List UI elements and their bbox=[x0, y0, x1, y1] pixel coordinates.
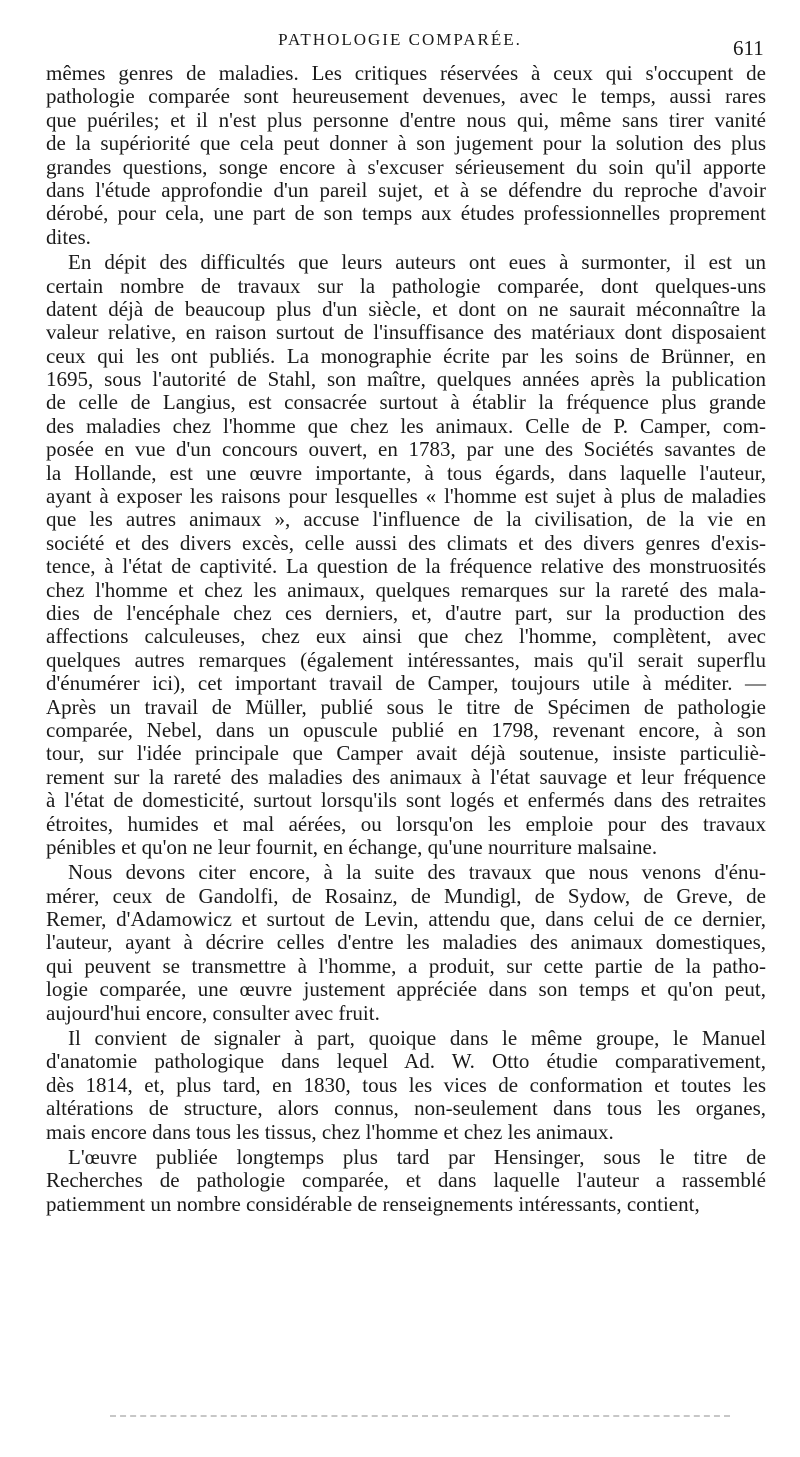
text-line: de celle de Langius, est consacrée surtout à établir la fréquence plus grande bbox=[46, 390, 766, 415]
text-line: qui peuvent se transmettre à l'homme, a produit, sur cette partie de la patho- bbox=[46, 953, 766, 978]
text-line: ayant à exposer les raisons pour lesquelles « l'homme est sujet à plus de maladies bbox=[46, 484, 766, 509]
text-line: posée en vue d'un concours ouvert, en 1783, par une des Sociétés savantes de bbox=[46, 437, 766, 462]
text-line: affections calculeuses, chez eux ainsi que chez l'homme, complètent, avec bbox=[46, 624, 766, 649]
text-line: la Hollande, est une œuvre importante, à tous égards, dans laquelle l'auteur, bbox=[46, 460, 766, 485]
text-line: 1695, sous l'autorité de Stahl, son maître, quelques années après la publication bbox=[46, 367, 766, 392]
text-line: d'énumérer ici), cet important travail de Camper, toujours utile à méditer. — bbox=[46, 671, 766, 696]
paragraph bbox=[46, 1146, 766, 1216]
running-title: PATHOLOGIE COMPARÉE. bbox=[278, 30, 522, 49]
text-line: pénibles et qu'on ne leur fournit, en échange, qu'une nourriture malsaine. bbox=[46, 834, 658, 859]
text-line: rement sur la rareté des maladies des animaux à l'état sauvage et leur fréquence bbox=[46, 764, 766, 789]
text-line: chez l'homme et chez les animaux, quelques remarques sur la rareté des mala- bbox=[46, 577, 766, 602]
text-line: l'auteur, ayant à décrire celles d'entre les maladies des animaux domestiques, bbox=[46, 930, 766, 955]
text-line: tour, sur l'idée principale que Camper avait déjà soutenue, insiste particuliè- bbox=[46, 741, 766, 766]
text-line: de la supériorité que cela peut donner à son jugement pour la solution des plus bbox=[46, 131, 766, 156]
text-line: Remer, d'Adamowicz et surtout de Levin, attendu que, dans celui de ce dernier, bbox=[46, 907, 766, 932]
text-line: d'anatomie pathologique dans lequel Ad. W. Otto étudie comparativement, bbox=[46, 1049, 766, 1074]
page-number: 611 bbox=[733, 36, 764, 60]
text-line: à l'état de domesticité, surtout lorsqu'ils sont logés et enfermés dans des retraites bbox=[46, 788, 766, 813]
text-line: logie comparée, une œuvre justement appréciée dans son temps et qu'on peut, bbox=[46, 977, 766, 1002]
text-line: En dépit des difficultés que leurs auteurs ont eues à surmonter, il est un bbox=[68, 250, 766, 275]
text-line: que les autres animaux », accuse l'influence de la civilisation, de la vie en bbox=[46, 507, 766, 532]
text-line: étroites, humides et mal aérées, ou lorsqu'on les emploie pour des travaux bbox=[46, 811, 766, 836]
text-line: dérobé, pour cela, une part de son temps aux études professionnelles proprement bbox=[46, 201, 766, 226]
text-line: quelques autres remarques (également intéressantes, mais qu'il serait superflu bbox=[46, 647, 766, 672]
text-line: comparée, Nebel, dans un opuscule publié en 1798, revenant encore, à son bbox=[46, 717, 766, 742]
body-text bbox=[46, 62, 766, 1216]
text-line: que puériles; et il n'est plus personne d'entre nous qui, même sans tirer vanité bbox=[46, 107, 766, 132]
text-line: L'œuvre publiée longtemps plus tard par Hensinger, sous le titre de bbox=[68, 1144, 766, 1169]
paragraph bbox=[46, 861, 766, 1025]
text-line: des maladies chez l'homme que chez les animaux. Celle de P. Camper, com- bbox=[46, 413, 766, 438]
bottom-scan-artifact bbox=[110, 1415, 730, 1417]
paragraph bbox=[46, 251, 766, 859]
text-line: Il convient de signaler à part, quoique dans le même groupe, le Manuel bbox=[68, 1026, 766, 1051]
text-line: ceux qui les ont publiés. La monographie écrite par les soins de Brünner, en bbox=[46, 343, 766, 368]
text-line: aujourd'hui encore, consulter avec fruit. bbox=[46, 1000, 380, 1025]
text-line: grandes questions, songe encore à s'excuser sérieusement du soin qu'il apporte bbox=[46, 154, 766, 179]
text-line: Après un travail de Müller, publié sous le titre de Spécimen de pathologie bbox=[46, 694, 766, 719]
text-line: datent déjà de beaucoup plus d'un siècle, et dont on ne saurait méconnaître la bbox=[46, 296, 766, 321]
paragraph bbox=[46, 1027, 766, 1144]
text-line: dans l'étude approfondie d'un pareil sujet, et à se défendre du reproche d'avoir bbox=[46, 177, 766, 202]
text-line: mais encore dans tous les tissus, chez l'homme et chez les animaux. bbox=[46, 1119, 614, 1144]
text-line: tence, à l'état de captivité. La question de la fréquence relative des monstruosités bbox=[46, 554, 766, 579]
text-line: dites. bbox=[46, 224, 91, 249]
text-line: certain nombre de travaux sur la pathologie comparée, dont quelques-uns bbox=[46, 273, 766, 298]
text-line: société et des divers excès, celle aussi des climats et des divers genres d'exis- bbox=[46, 530, 766, 555]
text-line: dies de l'encéphale chez ces derniers, et, d'autre part, sur la production des bbox=[46, 600, 766, 625]
text-line: altérations de structure, alors connus, non-seulement dans tous les organes, bbox=[46, 1096, 766, 1121]
text-line: mêmes genres de maladies. Les critiques réservées à ceux qui s'occupent de bbox=[46, 61, 766, 85]
paragraph bbox=[46, 62, 766, 249]
text-line: Nous devons citer encore, à la suite des travaux que nous venons d'énu- bbox=[68, 860, 766, 885]
text-line: mérer, ceux de Gandolfi, de Rosainz, de Mundigl, de Sydow, de Greve, de bbox=[46, 883, 766, 908]
text-line: valeur relative, en raison surtout de l'insuffisance des matériaux dont disposaient bbox=[46, 320, 766, 345]
text-line: Recherches de pathologie comparée, et dans laquelle l'auteur a rassemblé bbox=[46, 1168, 766, 1193]
text-line: patiemment un nombre considérable de renseignements intéressants, contient, bbox=[46, 1191, 700, 1216]
text-line: dès 1814, et, plus tard, en 1830, tous les vices de conformation et toutes les bbox=[46, 1072, 766, 1097]
text-line: pathologie comparée sont heureusement devenues, avec le temps, aussi rares bbox=[46, 84, 766, 109]
